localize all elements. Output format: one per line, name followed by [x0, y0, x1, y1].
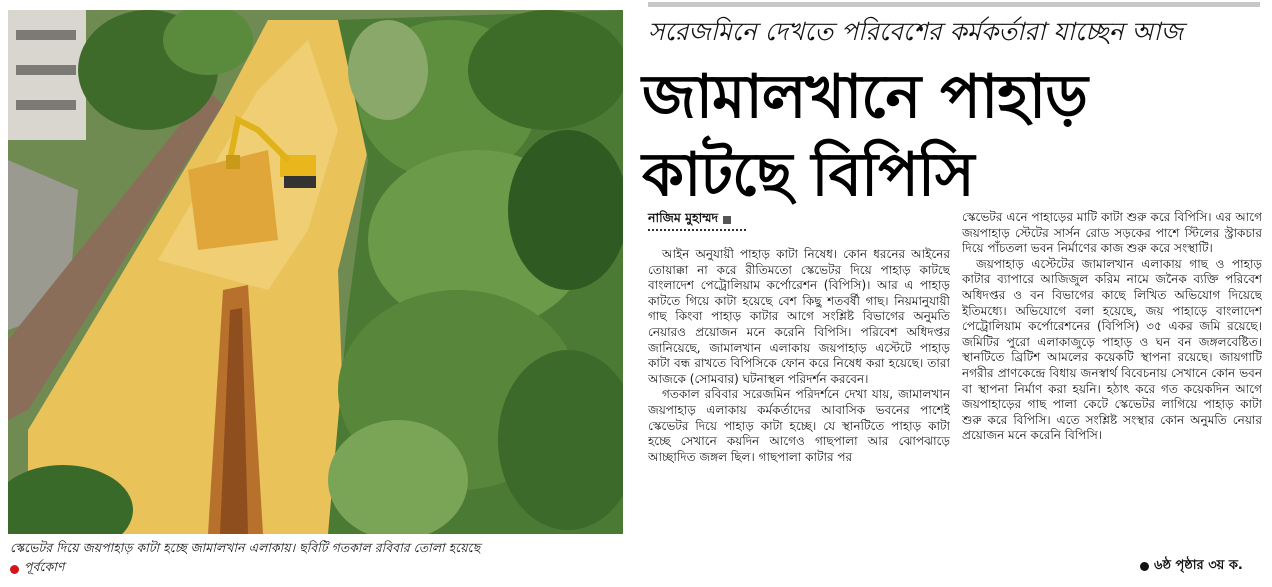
author-name: নাজিম মুহাম্মদ: [648, 210, 719, 225]
bullet-icon: [10, 565, 19, 574]
square-icon: [723, 216, 731, 224]
headline: [642, 58, 1262, 214]
byline-divider: [648, 229, 746, 231]
photo-caption: স্কেভেটর দিয়ে জয়পাহাড় কাটা হচ্ছে জামালখান এলাকায়। ছবিটি গতকাল রবিবার তোলা হয়েছে: [10, 540, 481, 555]
bullet-icon: [1140, 562, 1149, 571]
paragraph: আইন অনুযায়ী পাহাড় কাটা নিষেধ। কোন ধরনের আইনের তোয়াক্কা না করে রীতিমতো স্কেভেটর দিয়ে পাহাড় কাটছে বাংলাদেশ পেট্রোলিয়াম কর্পোরেশন (বিপিসি)। আর এ পাহাড় কাটতে গিয়ে কাটা হয়েছে বেশ কিছু শতবর্ষী গাছ। নিয়মানুযায়ী গাছ কিংবা পাহাড় কাটার আগে সংশ্লিষ্ট বিভাগের অনুমতি নেয়ারও প্রয়োজন মনে করেনি বিপিসি। পরিবেশ অধিদপ্তর জানিয়েছে, জামালখান এলাকায় জয়পাহাড় এস্টেটে পাহাড় কাটা বন্ধ রাখতে বিপিসিকে ফোন করে নিষেধ করা হয়েছে। তারা আজকে (সোমবার) ঘটনাস্থল পরিদর্শন করবেন।: [648, 247, 950, 386]
continuation-label: ৬ষ্ঠ পৃষ্ঠার ৩য় ক.: [1154, 558, 1243, 573]
continuation-note: [1140, 556, 1243, 577]
photo-credit: [10, 559, 64, 579]
top-rule: [648, 2, 1260, 7]
article-column-2: [962, 210, 1262, 556]
paragraph: স্কেভেটর এনে পাহাড়ের মাটি কাটা শুরু করে বিপিসি। এর আগে জয়পাহাড় স্টেটের সার্সন রোড সড়কের পাশে স্টিলের স্ট্রাকচার দিয়ে পাঁচতলা ভবন নির্মাণের কাজ শুরু করে সংস্থাটি।: [962, 210, 1262, 256]
article-column-1: [648, 247, 950, 573]
news-photo: [8, 10, 623, 534]
byline: [648, 210, 731, 230]
kicker: সরেজমিনে দেখতে পরিবেশের কর্মকর্তারা যাচ্ছেন আজ: [648, 17, 1184, 46]
credit-label: পূর্বকোণ: [24, 559, 65, 574]
headline-line-1: জামালখানে পাহাড়: [642, 62, 1087, 132]
headline-line-2: কাটছে বিপিসি: [642, 140, 974, 210]
paragraph: জয়পাহাড় এস্টেটের জামালখান এলাকায় গাছ ও পাহাড় কাটার ব্যাপারে আজিজুল করিম নামে জনৈক ব্যক্তি পরিবেশ অধিদপ্তর ও বন বিভাগের কাছে লিখিত অভিযোগ দিয়েছে ইতিমধ্যে। অভিযোগে বলা হয়েছে, জয় পাহাড়ে বাংলাদেশ পেট্রোলিয়াম কর্পোরেশনের (বিপিসি) ৩৫ একর জমি রয়েছে। জমিটির পুরো এলাকাজুড়ে পাহাড় ও ঘন বন জঙ্গলবেষ্টিত। স্থানটিতে ব্রিটিশ আমলের কয়েকটি স্থাপনা রয়েছে। জায়গাটি নগরীর প্রাণকেন্দ্রে বিধায় জনস্বার্থ বিবেচনায় সেখানে কোন ভবন বা স্থাপনা নির্মাণ করা হয়নি। হঠাৎ করে গত কয়েকদিন আগে জয়পাহাড়ের গাছ পালা কেটে স্কেভেটর লাগিয়ে পাহাড় কাটা শুরু করে বিপিসি। এতে সংশ্লিষ্ট সংস্থার কোন অনুমতি নেয়ার প্রয়োজন মনে করেনি বিপিসি।: [962, 256, 1262, 443]
paragraph: গতকাল রবিবার সরেজমিন পরিদর্শনে দেখা যায়, জামালখান জয়পাহাড় এলাকায় কর্মকর্তাদের আবাসিক ভবনের পাশেই স্কেভেটর দিয়ে পাহাড় কাটা হচ্ছে। যে স্থানটিতে পাহাড় কাটা হচ্ছে সেখানে কয়দিন আগেও গাছপালা আর ঝোপঝাড়ে আচ্ছাদিত জঙ্গল ছিল। গাছপালা কাটার পর: [648, 387, 950, 464]
